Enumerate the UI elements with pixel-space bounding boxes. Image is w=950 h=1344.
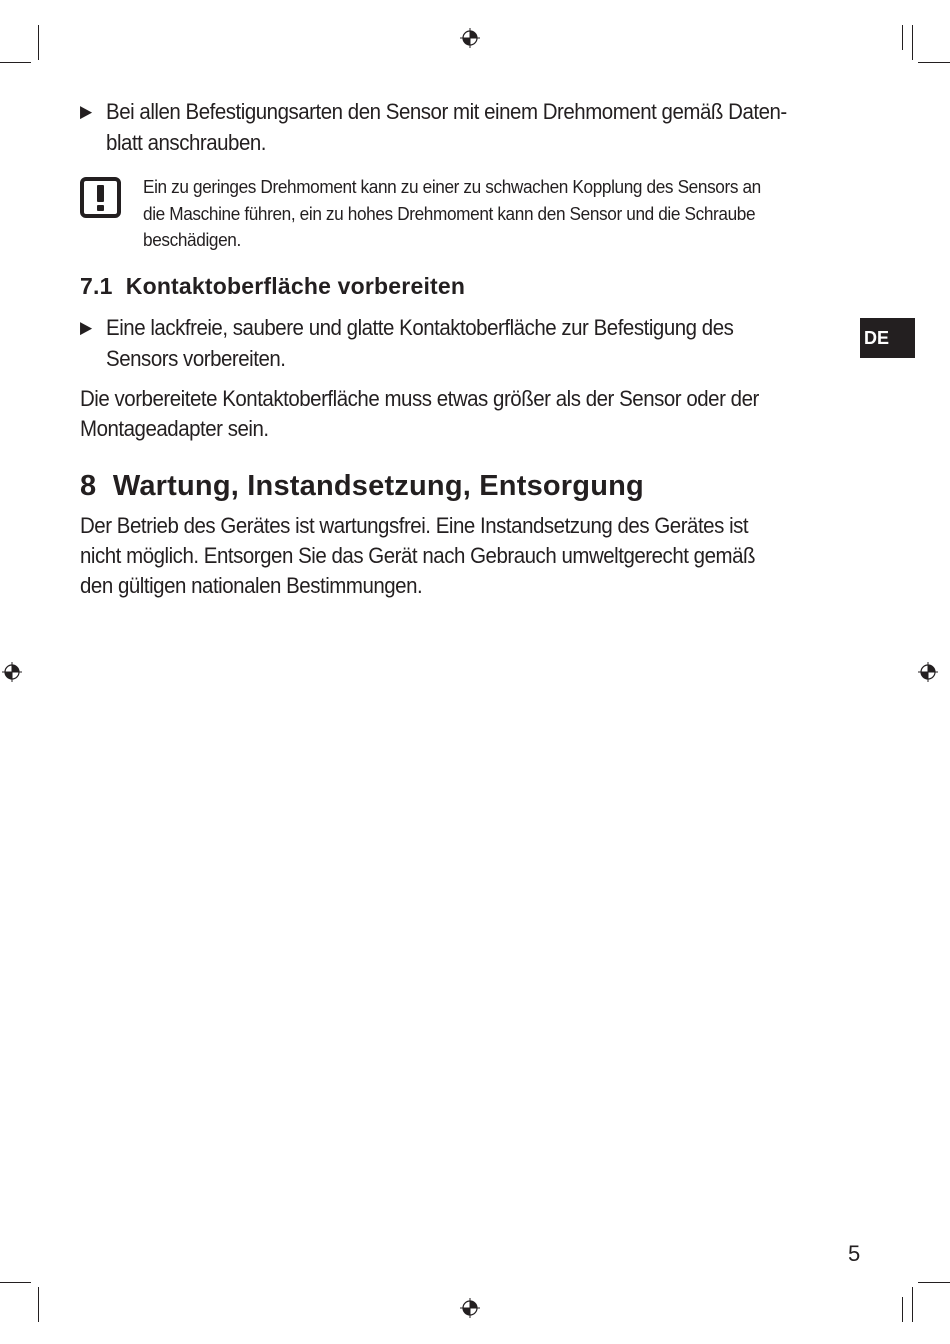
crop-mark-bottom-right-h [918,1282,950,1283]
crop-mark-bottom-right-v2 [912,1287,913,1322]
exclamation-warning-icon [80,177,121,218]
section-8-paragraph: Der Betrieb des Gerätes ist wartungsfrei. Eine Instandsetzung des Gerätes ist nicht möglich. Entsorgen Sie das Gerät nach Gebrauch umweltgerecht gemäß den gültigen nationalen Bestimmungen. [80,512,756,598]
warning-note [80,174,865,254]
crop-mark-bottom-left-v [38,1287,39,1322]
registration-mark-top-icon [460,28,480,48]
crop-mark-bottom-left-h [0,1282,31,1283]
registration-mark-right-icon [918,662,938,682]
registration-mark-bottom-icon [460,1298,480,1318]
section-7-1-paragraph: Die vorbereitete Kontaktoberfläche muss etwas größer als der Sensor oder der Montageadapter sein. [80,385,759,441]
crop-mark-top-left-v [38,25,39,60]
instruction-step [80,96,892,158]
instruction-text: Bei allen Befestigungsarten den Sensor mit einem Drehmoment gemäß Daten- blatt anschrauben. [106,99,787,155]
crop-mark-top-right-h [918,62,950,63]
crop-mark-bottom-right-v1 [902,1297,903,1322]
step-arrow-icon: ▶ [80,102,92,121]
section-7-1-step-text: Eine lackfreie, saubere und glatte Kontaktoberfläche zur Befestigung des Sensors vorbereiten. [106,314,734,371]
crop-mark-top-right-v2 [912,25,913,60]
language-tab: DE [860,318,915,358]
step-arrow-icon: ▶ [80,317,92,337]
page-number: 5 [848,1241,861,1266]
warning-note-text: Ein zu geringes Drehmoment kann zu einer zu schwachen Kopplung des Sensors an die Maschine führen, ein zu hohes Drehmoment kann den Sensor und die Schraube beschädigen. [143,176,761,250]
crop-mark-top-right-v1 [902,25,903,50]
crop-mark-top-left-h [0,62,31,63]
section-7-1-heading: 7.1 Kontaktoberfläche vorbereiten [80,272,466,299]
section-8-heading: 8 Wartung, Instandsetzung, Entsorgung [80,469,644,502]
registration-mark-left-icon [2,662,22,682]
page-content [80,96,865,601]
section-7-1-step [80,312,892,374]
